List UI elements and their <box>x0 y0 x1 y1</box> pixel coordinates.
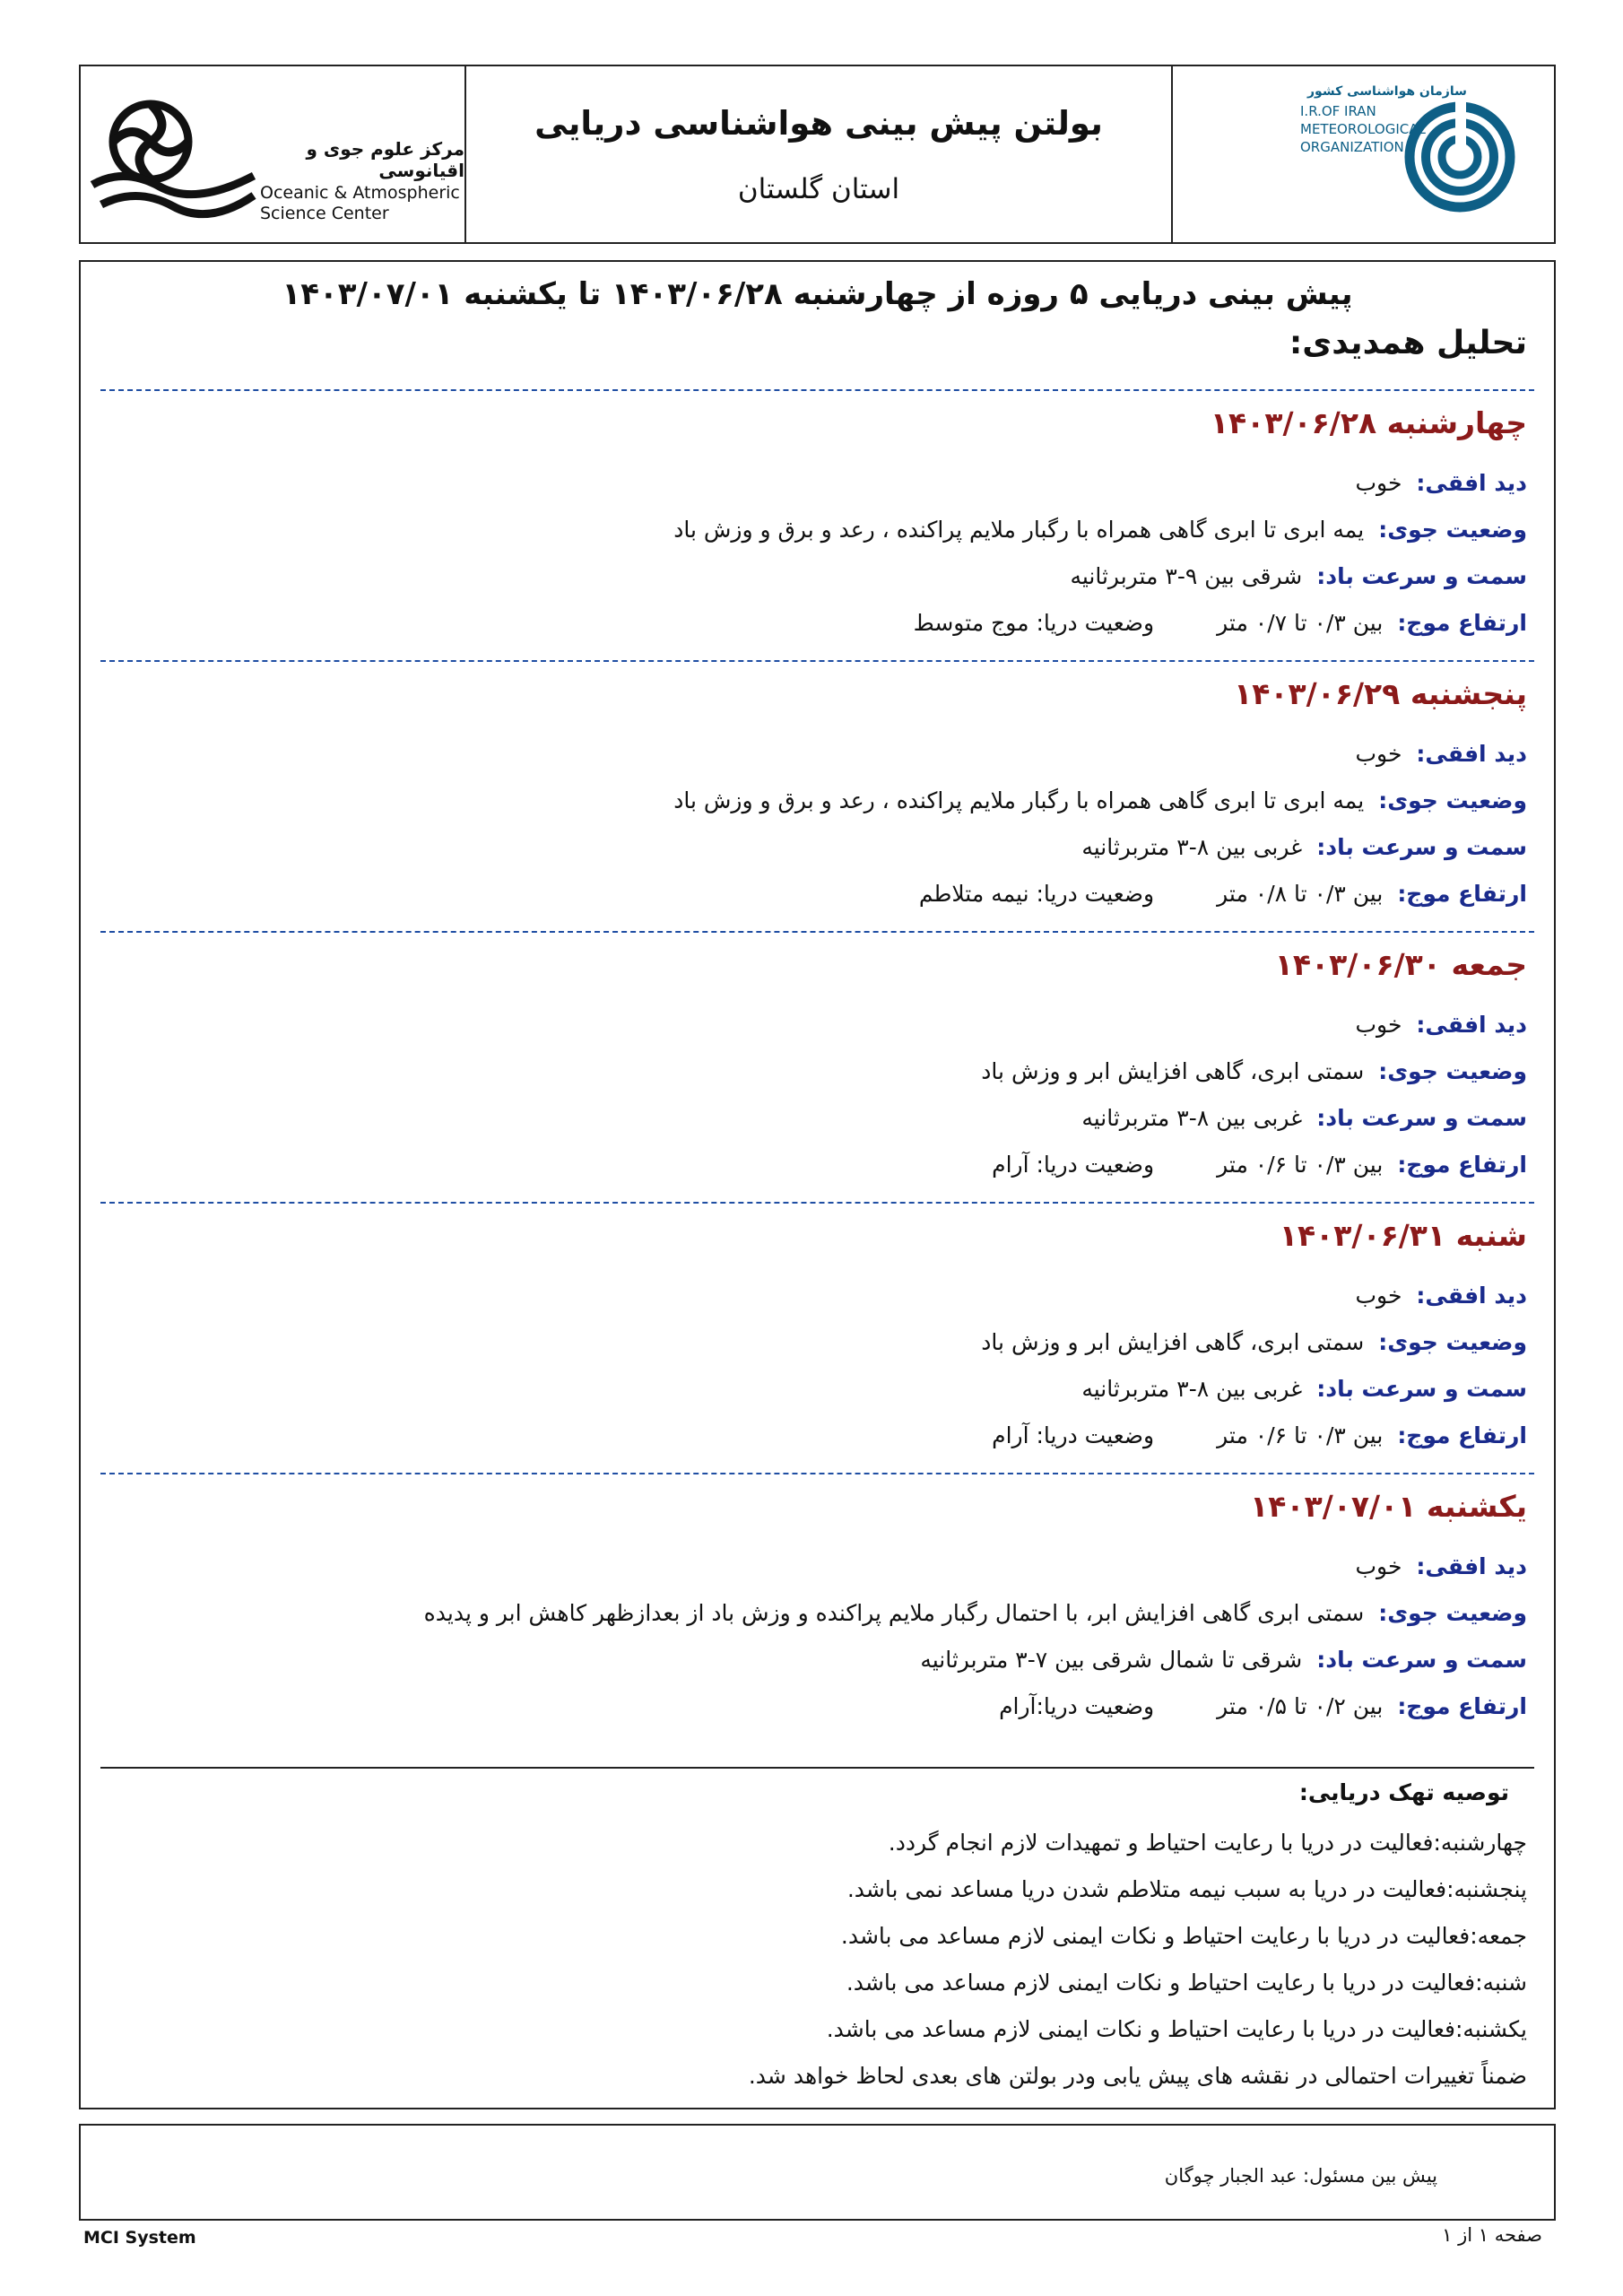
sea-state: وضعیت دریا: آرام <box>992 1422 1155 1448</box>
wave-label: ارتفاع موج: <box>1397 1422 1527 1448</box>
oacs-logo-icon <box>88 86 258 221</box>
recommendation-line: ضمناً تغییرات احتمالی در نقشه های پیش یابی ودر بولتن های بعدی لحاظ خواهد شد. <box>748 2063 1527 2089</box>
wave-value: بین ۰/۳ تا ۰/۶ متر <box>1217 1422 1384 1448</box>
header-title-cell <box>466 66 1173 242</box>
weather-row <box>424 1600 1527 1626</box>
visibility-label: دید افقی: <box>1416 470 1527 496</box>
wave-row <box>919 881 1527 907</box>
wind-value: غربی بین ۸-۳ متربرثانیه <box>1081 834 1303 860</box>
wave-label: ارتفاع موج: <box>1397 610 1527 636</box>
day-title: یکشنبه ۱۴۰۳/۰۷/۰۱ <box>1250 1489 1527 1524</box>
wind-row <box>1081 1376 1527 1402</box>
irimo-name-fa: سازمان هواشناسی کشور <box>1307 84 1467 99</box>
wave-value: بین ۰/۳ تا ۰/۸ متر <box>1217 881 1384 907</box>
visibility-value: خوب <box>1355 1012 1402 1038</box>
wave-value: بین ۰/۳ تا ۰/۶ متر <box>1217 1152 1384 1178</box>
irimo-en-line1: I.R.OF IRAN <box>1300 103 1376 119</box>
oacs-en-line2: Science Center <box>260 204 389 223</box>
irimo-en-line3: ORGANIZATION <box>1300 139 1404 155</box>
province-name: استان گلستان <box>737 172 900 205</box>
wave-label: ارتفاع موج: <box>1397 1693 1527 1719</box>
weather-label: وضعیت جوی: <box>1378 517 1527 543</box>
visibility-label: دید افقی: <box>1416 1553 1527 1579</box>
bulletin-title: بولتن پیش بینی هواشناسی دریایی <box>534 103 1103 143</box>
divider <box>100 1767 1534 1769</box>
day-title: جمعه ۱۴۰۳/۰۶/۳۰ <box>1274 947 1527 982</box>
wind-label: سمت و سرعت باد: <box>1316 1647 1527 1673</box>
wave-value: بین ۰/۳ تا ۰/۷ متر <box>1217 610 1384 636</box>
sea-state: وضعیت دریا: نیمه متلاطم <box>918 881 1155 907</box>
wave-row <box>992 1422 1527 1448</box>
system-name: MCI System <box>83 2228 196 2248</box>
wind-label: سمت و سرعت باد: <box>1316 1105 1527 1131</box>
responsible-forecaster: پیش بین مسئول: عبد الجبار چوگان <box>1164 2165 1437 2187</box>
separator <box>100 389 1534 391</box>
weather-value: یمه ابری تا ابری گاهی همراه با رگبار ملایم پراکنده ، رعد و برق و وزش باد <box>673 787 1365 813</box>
recommendation-line: پنجشنبه:فعالیت در دریا به سبب نیمه متلاطم شدن دریا مساعد نمی باشد. <box>846 1876 1527 1902</box>
page-number: صفحه ۱ از ۱ <box>1442 2224 1542 2246</box>
day-title: شنبه ۱۴۰۳/۰۶/۳۱ <box>1279 1218 1527 1253</box>
visibility-value: خوب <box>1355 741 1402 767</box>
visibility-label: دید افقی: <box>1416 741 1527 767</box>
weather-value: سمتی ابری، گاهی افزایش ابر و وزش باد <box>981 1058 1365 1084</box>
separator <box>100 931 1534 933</box>
wind-label: سمت و سرعت باد: <box>1316 563 1527 589</box>
bulletin-header <box>79 65 1556 244</box>
wave-label: ارتفاع موج: <box>1397 1152 1527 1178</box>
forecast-box <box>79 260 1556 2109</box>
forecast-title: پیش بینی دریایی ۵ روزه از چهارشنبه ۱۴۰۳/۰۶/۲۸ تا یکشنبه ۱۴۰۳/۰۷/۰۱ <box>282 276 1353 312</box>
wind-row <box>1081 1105 1527 1131</box>
oacs-en-line1: Oceanic & Atmospheric <box>260 183 460 203</box>
wind-row <box>1070 563 1527 589</box>
separator <box>100 660 1534 662</box>
separator <box>100 1202 1534 1204</box>
weather-label: وضعیت جوی: <box>1378 787 1527 813</box>
weather-value: یمه ابری تا ابری گاهی همراه با رگبار ملایم پراکنده ، رعد و برق و وزش باد <box>673 517 1365 543</box>
wave-value: بین ۰/۲ تا ۰/۵ متر <box>1217 1693 1384 1719</box>
weather-row <box>673 787 1527 813</box>
wave-row <box>999 1693 1527 1719</box>
visibility-value: خوب <box>1355 1553 1402 1579</box>
wind-label: سمت و سرعت باد: <box>1316 834 1527 860</box>
visibility-value: خوب <box>1355 1283 1402 1309</box>
wind-value: غربی بین ۸-۳ متربرثانیه <box>1081 1376 1303 1402</box>
visibility-row <box>1356 1283 1528 1309</box>
wind-value: غربی بین ۸-۳ متربرثانیه <box>1081 1105 1303 1131</box>
wind-value: شرقی بین ۹-۳ متربرثانیه <box>1070 563 1303 589</box>
weather-label: وضعیت جوی: <box>1378 1329 1527 1355</box>
wave-label: ارتفاع موج: <box>1397 881 1527 907</box>
weather-row <box>673 517 1527 543</box>
day-title: چهارشنبه ۱۴۰۳/۰۶/۲۸ <box>1210 405 1527 440</box>
irimo-logo-icon <box>1402 99 1518 215</box>
recommendation-line: چهارشنبه:فعالیت در دریا با رعایت احتیاط و تمهیدات لازم انجام گردد. <box>888 1830 1527 1856</box>
recommendation-line: شنبه:فعالیت در دریا با رعایت احتیاط و نکات ایمنی لازم مساعد می باشد. <box>846 1970 1527 1996</box>
wave-row <box>914 610 1527 636</box>
visibility-row <box>1356 1553 1528 1579</box>
oacs-name-fa: مرکز علوم جوی و اقیانوسی <box>306 138 464 181</box>
visibility-row <box>1356 1012 1528 1038</box>
sea-state: وضعیت دریا: موج متوسط <box>913 610 1155 636</box>
visibility-row <box>1356 470 1528 496</box>
irimo-en-line2: METEOROLOGICAL <box>1300 121 1426 137</box>
synoptic-analysis-label: تحلیل همدیدی: <box>1289 325 1527 361</box>
separator <box>100 1473 1534 1474</box>
visibility-value: خوب <box>1355 470 1402 496</box>
visibility-row <box>1356 741 1528 767</box>
sea-state: وضعیت دریا:آرام <box>999 1693 1155 1719</box>
visibility-label: دید افقی: <box>1416 1012 1527 1038</box>
weather-value: سمتی ابری گاهی افزایش ابر، با احتمال رگبار ملایم پراکنده و وزش باد از بعدازظهر کاهش ابر و پدیده <box>423 1600 1365 1626</box>
weather-row <box>981 1058 1527 1084</box>
wave-row <box>992 1152 1527 1178</box>
visibility-label: دید افقی: <box>1416 1283 1527 1309</box>
weather-row <box>981 1329 1527 1355</box>
wind-value: شرقی تا شمال شرقی بین ۷-۳ متربرثانیه <box>920 1647 1303 1673</box>
oacs-name-en <box>260 183 460 224</box>
recommendation-title: توصیه تهک دریایی: <box>1298 1779 1509 1805</box>
sea-state: وضعیت دریا: آرام <box>992 1152 1155 1178</box>
wind-label: سمت و سرعت باد: <box>1316 1376 1527 1402</box>
day-title: پنجشنبه ۱۴۰۳/۰۶/۲۹ <box>1234 676 1527 711</box>
footer-box <box>79 2124 1556 2221</box>
recommendation-line: جمعه:فعالیت در دریا با رعایت احتیاط و نکات ایمنی لازم مساعد می باشد. <box>840 1923 1527 1949</box>
irimo-logo-cell <box>1173 66 1554 242</box>
recommendation-line: یکشنبه:فعالیت در دریا با رعایت احتیاط و نکات ایمنی لازم مساعد می باشد. <box>826 2016 1527 2042</box>
wind-row <box>1081 834 1527 860</box>
oacs-logo-cell <box>81 66 466 242</box>
weather-label: وضعیت جوی: <box>1378 1058 1527 1084</box>
wind-row <box>920 1647 1527 1673</box>
weather-value: سمتی ابری، گاهی افزایش ابر و وزش باد <box>981 1329 1365 1355</box>
weather-label: وضعیت جوی: <box>1378 1600 1527 1626</box>
